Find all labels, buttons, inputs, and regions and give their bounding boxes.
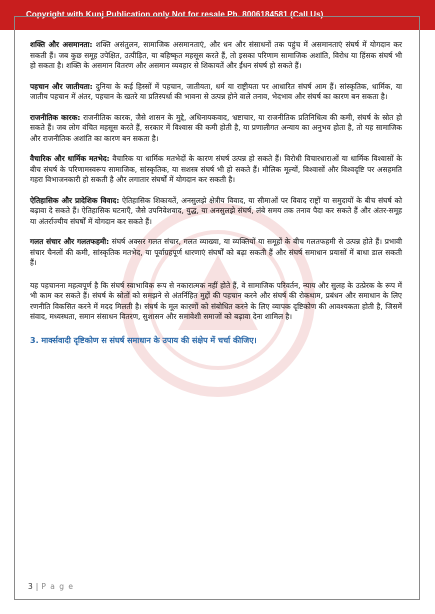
- paragraph-text: वैचारिक या धार्मिक मतभेदों के कारण संघर्ष उत्पन्न हो सकते हैं। विरोधी विचारधाराओं या धार्मिक विश्वासों के बीच संघर्ष के परिणामस्वरूप सामाजिक, सांस्कृतिक, या सशस्त्र संघर्ष भी हो सकते हैं। मौलिक मूल्यों, विश्वासों और विश्वदृष्टि पर असहमति गहरा विभाजनकारी हो सकती है और लगातार संघर्षों में योगदान कर सकती है।: [30, 154, 403, 184]
- paragraph-heading: वैचारिक और धार्मिक मतभेद:: [30, 154, 110, 163]
- paragraph-heading: ऐतिहासिक और प्रादेशिक विवाद:: [30, 195, 120, 205]
- paragraph-ideological-differences: [30, 154, 402, 186]
- footer-separator: |: [35, 582, 39, 591]
- page-number: 3: [28, 582, 33, 591]
- paragraph-power-inequality: [30, 40, 402, 72]
- paragraph-text: राजनीतिक कारक, जैसे शासन के मुद्दे, अधिनायकवाद, भ्रष्टाचार, या राजनीतिक प्रतिनिधित्व की कमी, संघर्ष के स्रोत हो सकते हैं। जब लोग वंचित महसूस करते हैं, सरकार में विश्वास की कमी होती है, या प्रणालीगत अन्याय का अनुभव होता है, तो यह सामाजिक और राजनीतिक अशांति का कारण बन सकता है।: [30, 112, 402, 143]
- paragraph-text: दुनिया के कई हिस्सों में पहचान, जातीयता, धर्म या राष्ट्रीयता पर आधारित संघर्ष आम हैं। सांस्कृतिक, धार्मिक, या जातीय पहचान में अंतर, पहचान के खतरे या प्रतिस्पर्धा की भावना से उत्पन्न होने वाले तनाव, भेदभाव और संघर्ष का कारण बन सकता है।: [30, 81, 402, 101]
- paragraph-identity-ethnicity: [30, 82, 402, 103]
- paragraph-heading: पहचान और जातीयता:: [30, 81, 93, 91]
- closing-paragraph: यह पहचानना महत्वपूर्ण है कि संघर्ष स्वाभाविक रूप से नकारात्मक नहीं होते हैं, वे सामाजिक परिवर्तन, न्याय और सुलह के उत्प्रेरक के रूप में भी काम कर सकते हैं। संघर्ष के स्रोतों को समझने से अंतर्निहित मुद्दों की पहचान करने और संघर्ष की रोकथाम, प्रबंधन और समाधान के लिए रणनीति विकसित करने में मदद मिलती है। संघर्ष के मूल कारणों को संबोधित करने के लिए व्यापक दृष्टिकोण की आवश्यकता होती है, जिसमें संवाद, मध्यस्थता, समान संसाधन वितरण, सुशासन और समावेशी समाजों को बढ़ावा देना शामिल है।: [30, 280, 402, 321]
- paragraph-political-factors: [30, 113, 402, 145]
- question-heading: 3. मार्क्सवादी दृष्टिकोण स संघर्ष समाधान के उपाय की संक्षेप में चर्चा कीजिए।: [30, 335, 257, 345]
- paragraph-historical-disputes: [30, 196, 402, 228]
- header-text: Copyright with Kunj Publication only Not for resale Ph. 8006184581 (Call Us): [26, 10, 324, 19]
- paragraph-text: ऐतिहासिक शिकायतें, अनसुलझे क्षेत्रीय विवाद, या सीमाओं पर विवाद राष्ट्रों या समुदायों के बीच संघर्ष को बढ़ावा दे सकते हैं। ऐतिहासिक घटनाएँ, जैसे उपनिवेशवाद, युद्ध, या अनसुलझे संघर्ष, लंबे समय तक तनाव पैदा कर सकते हैं और अंतर-समूह या अंतर्राज्यीय संघर्षों में योगदान कर सकते हैं।: [30, 195, 402, 226]
- paragraph-text: संघर्ष अक्सर गलत संचार, गलत व्याख्या, या व्यक्तियों या समूहों के बीच गलतफहमी से उत्पन्न होते हैं। प्रभावी संचार चैनलों की कमी, सांस्कृतिक मतभेद, या पूर्वाग्रहपूर्ण धारणाएं संघर्षों को बढ़ा सकती हैं और संघर्ष समाधान प्रयासों में बाधा डाल सकती हैं।: [30, 237, 402, 267]
- paragraph-miscommunication: [30, 237, 402, 269]
- page-footer: [28, 582, 74, 591]
- main-content: [30, 40, 402, 346]
- paragraph-heading: शक्ति और असमानता:: [30, 40, 93, 49]
- paragraph-heading: राजनीतिक कारक:: [30, 112, 81, 122]
- paragraph-heading: गलत संचार और गलतफहमी:: [30, 237, 110, 246]
- page-label: P a g e: [41, 582, 74, 591]
- paragraph-text: शक्ति असंतुलन, सामाजिक असमानताएं, और धन और संसाधनों तक पहुंच में असमानताएं संघर्ष में योगदान कर सकती हैं। जब कुछ समूह उपेक्षित, उत्पीड़ित, या बहिष्कृत महसूस करते हैं, तो इसका परिणाम सामाजिक अशांति, विरोध या हिंसक संघर्ष भी हो सकता है। शक्ति के असमान वितरण और असमान व्यवहार से शिकायतें और ईंधन संघर्ष हो सकते हैं।: [30, 40, 402, 70]
